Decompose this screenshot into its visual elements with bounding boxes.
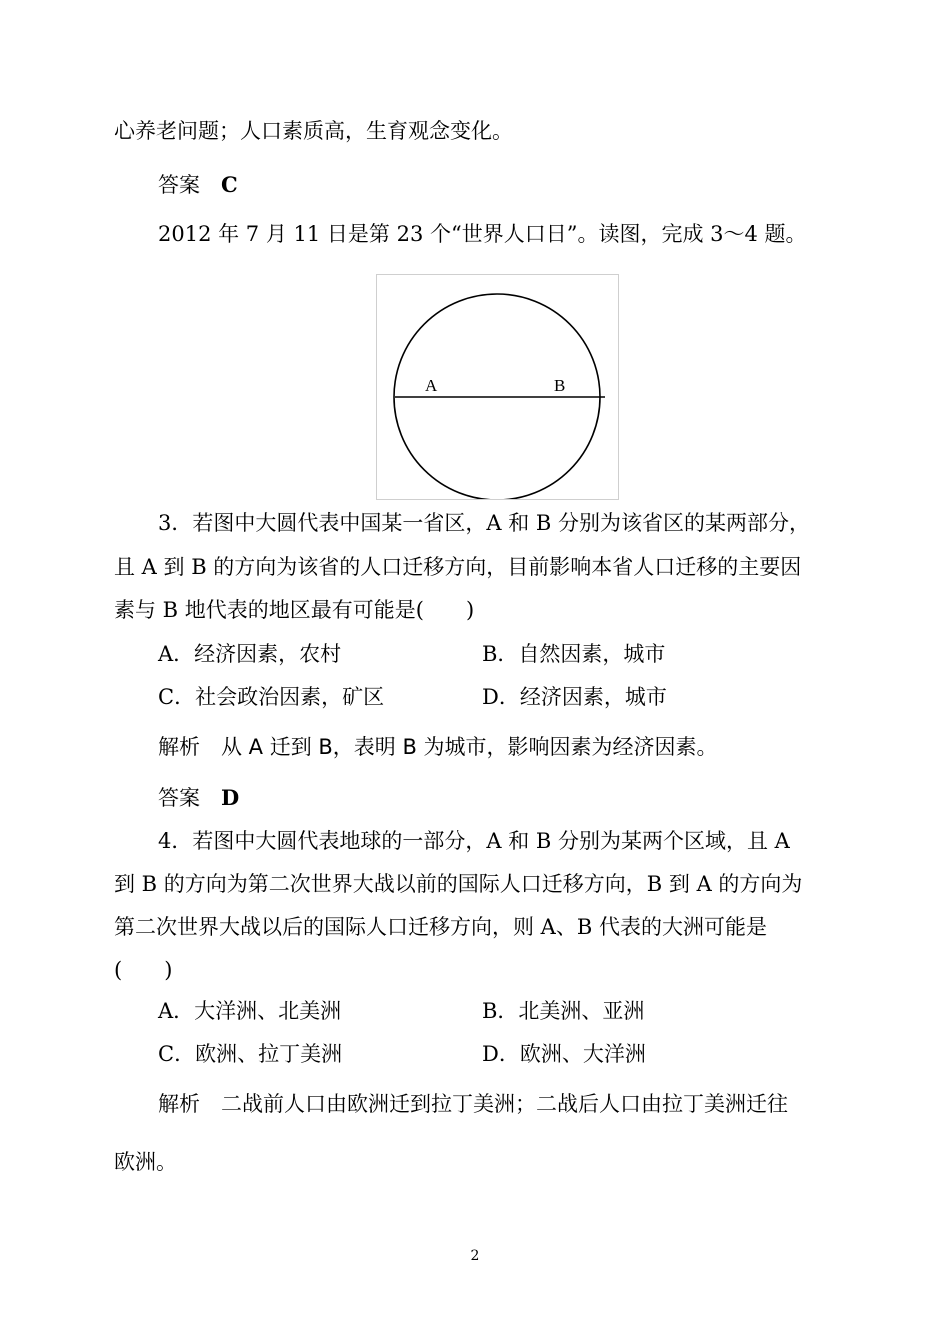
q4-analysis: [158, 1089, 788, 1119]
q3-option-b: B．自然因素，城市: [482, 642, 666, 666]
q4-analysis-cont: 欧洲。: [114, 1150, 177, 1174]
analysis-label: 解析: [158, 1092, 200, 1116]
text-line-1: 心养老问题；人口素质高，生育观念变化。: [114, 119, 513, 143]
circle-diagram: [377, 275, 618, 499]
q4-line-4: ( ): [114, 958, 173, 982]
q3-analysis: [158, 732, 718, 762]
answer-value: D: [221, 785, 240, 810]
analysis-text: 二战前人口由欧洲迁到拉丁美洲；二战后人口由拉丁美洲迁往: [221, 1092, 788, 1116]
intro-line: 2012 年 7 月 11 日是第 23 个“世界人口日”。读图，完成 3～4 题。: [158, 222, 807, 246]
q4-line-3: 第二次世界大战以后的国际人口迁移方向，则 A、B 代表的大洲可能是: [114, 915, 767, 939]
q3-option-a: A．经济因素，农村: [158, 642, 342, 666]
q4-option-b: B．北美洲、亚洲: [482, 999, 645, 1023]
q3-line-3: 素与 B 地代表的地区最有可能是( ): [114, 598, 475, 622]
q4-line-2: 到 B 的方向为第二次世界大战以前的国际人口迁移方向，B 到 A 的方向为: [114, 872, 803, 896]
q3-answer: [158, 783, 239, 813]
analysis-text: 从 A 迁到 B，表明 B 为城市，影响因素为经济因素。: [221, 735, 718, 759]
answer-line-prev: [158, 170, 238, 200]
label-a: A: [425, 376, 438, 395]
q3-line-2: 且 A 到 B 的方向为该省的人口迁移方向，目前影响本省人口迁移的主要因: [114, 555, 802, 579]
analysis-label: 解析: [158, 735, 200, 759]
q4-option-c: C．欧洲、拉丁美洲: [158, 1042, 343, 1066]
page-number: 2: [470, 1248, 480, 1264]
answer-label: 答案: [158, 786, 200, 810]
q3-line-1: 3．若图中大圆代表中国某一省区，A 和 B 分别为该省区的某两部分，: [158, 511, 810, 535]
answer-value: C: [221, 172, 238, 197]
q4-option-a: A．大洋洲、北美洲: [158, 999, 342, 1023]
q3-option-d: D．经济因素，城市: [482, 685, 667, 709]
circle-figure: [376, 274, 619, 500]
label-b: B: [554, 376, 566, 395]
q4-line-1: 4．若图中大圆代表地球的一部分，A 和 B 分别为某两个区域，且 A: [158, 829, 790, 853]
answer-label: 答案: [158, 173, 200, 197]
q4-option-d: D．欧洲、大洋洲: [482, 1042, 646, 1066]
q3-option-c: C．社会政治因素，矿区: [158, 685, 385, 709]
